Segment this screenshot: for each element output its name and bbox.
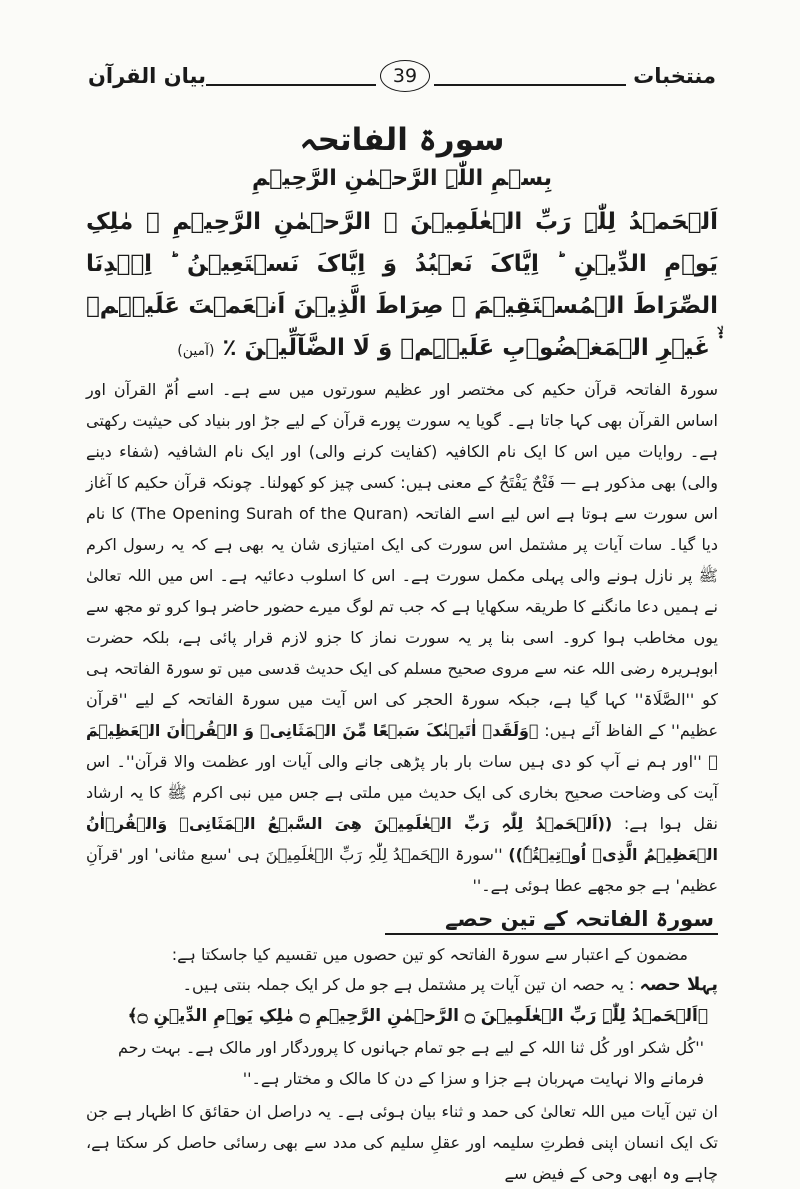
part-one-label: پہلا حصہ	[639, 974, 718, 995]
section-heading: سورۃ الفاتحہ کے تین حصے	[385, 907, 718, 935]
part-one-translation: ''کُل شکر اور کُل ثنا اللہ کے لیے ہے جو تمام جہانوں کا پروردگار اور مالک ہے۔ بہت رحم فرمانے والا نہایت مہربان ہے جزا و سزا کے دن کا مالک و مختار ہے۔''	[117, 1038, 704, 1088]
intro-part2: کا نام دیا گیا۔ سات آیات پر مشتمل اس سورت کی ایک امتیازی شان یہ بھی ہے کہ یہ رسول اکرم ﷺ پر نازل ہونے والی پہلی مکمل سورت ہے۔ اس کا اسلوب دعائیہ ہے۔ اس میں اللہ تعالیٰ نے ہمیں دعا مانگنے کا طریقہ سکھایا ہے کہ جب تم لوگ میرے حضور حاضر ہوا کرو تو مجھ سے یوں مخاطب ہوا کرو۔ اسی بنا پر یہ سورت نماز کا جزو لازم قرار پائی ہے، بلکہ حضرت ابوہریرہ رضی اللہ عنہ سے مروی صحیح مسلم کی ایک حدیث قدسی میں تو سورۃ الفاتحہ ہی کو ''الصَّلَاۃ'' کہا گیا ہے، جبکہ سورۃ الحجر کی اس آیت میں سورۃ الفاتحہ کے لیے ''قرآن عظیم'' کے الفاظ آئے ہیں:	[86, 504, 718, 740]
page-header	[88, 58, 716, 96]
page-body	[86, 110, 718, 1189]
surah-title: سورۃ الفاتحہ	[299, 122, 505, 158]
part-one	[86, 970, 718, 1000]
part-one-text: : یہ حصہ ان تین آیات پر مشتمل ہے جو مل کر ایک جملہ بنتی ہیں۔	[182, 975, 635, 994]
amin-note: (آمین)	[177, 343, 215, 359]
intro-paragraph	[86, 374, 718, 901]
basmala: بِسۡمِ اللّٰہِ الرَّحۡمٰنِ الرَّحِیۡمِ	[252, 166, 552, 191]
header-rule-right	[434, 84, 626, 86]
english-name: (The Opening Surah of the Quran)	[130, 504, 409, 523]
intro-part1: سورۃ الفاتحہ قرآن حکیم کی مختصر اور عظیم سورتوں میں سے ہے۔ اسے اُمّ القرآن اور اساس القرآن بھی کہا جاتا ہے۔ گویا یہ سورت پورے قرآن کے لیے جڑ اور بنیاد کی حیثیت رکھتی ہے۔ روایات میں اس کا ایک نام الکافیہ (کفایت کرنے والی) اور ایک نام الشافیہ (شفاء دینے والی) بھی مذکور ہے — فَتْحٌ یَفْتَحُ کے معنی ہیں: کسی چیز کو کھولنا۔ چونکہ قرآن حکیم کا آغاز اس سورت سے ہوتا ہے اس لیے اسے الفاتحہ	[86, 380, 718, 523]
intro-part4: ''سورۃ الۡحَمۡدُ لِلّٰہِ رَبِّ الۡعٰلَمِیۡنَ ہی 'سبع مثانی' اور 'قرآنِ عظیم' ہے جو مجھے عطا ہوئی ہے۔''	[86, 845, 718, 895]
header-rule-left	[206, 84, 376, 86]
page-number: 39	[380, 60, 430, 92]
verses-text: اَلۡحَمۡدُ لِلّٰہِ رَبِّ الۡعٰلَمِیۡنَ ۙ الرَّحۡمٰنِ الرَّحِیۡمِ ۙ مٰلِکِ یَوۡمِ الدِّیۡنِ ؕ اِیَّاکَ نَعۡبُدُ وَ اِیَّاکَ نَسۡتَعِیۡنُ ؕ اِہۡدِنَا الصِّرَاطَ الۡمُسۡتَقِیۡمَ ۙ صِرَاطَ الَّذِیۡنَ اَنۡعَمۡتَ عَلَیۡہِمۡ ۬ۙ غَیۡرِ الۡمَغۡضُوۡبِ عَلَیۡہِمۡ وَ لَا الضَّآلِّیۡنَ ٪	[86, 209, 718, 361]
quran-quote: ﴿وَلَقَدۡ اٰتَیۡنٰکَ سَبۡعًا مِّنَ الۡمَثَانِیۡ وَ الۡقُرۡاٰنَ الۡعَظِیۡمَ ﴾	[86, 721, 719, 771]
hadith-quote: ((اَلۡحَمۡدُ لِلّٰہِ رَبِّ الۡعٰلَمِیۡنَ ھِیَ السَّبۡعُ الۡمَثَانِیۡ وَالۡقُرۡاٰنُ الۡعَظِیۡمُ الَّذِیۡ اُوۡتِیۡتُہٗ))	[86, 814, 718, 864]
part-one-verse: ﴿اَلۡحَمۡدُ لِلّٰہِ رَبِّ الۡعٰلَمِیۡنَ ۝ الرَّحۡمٰنِ الرَّحِیۡمِ ۝ مٰلِکِ یَوۡمِ الدِّیۡنِ ۝﴾	[127, 1006, 708, 1026]
section-title: منتخبات	[633, 64, 716, 88]
intro-part3: ''اور ہم نے آپ کو دی ہیں سات بار بار پڑھی جانے والی آیات اور عظمت والا قرآن''۔ اس آیت کی وضاحت صحیح بخاری کی ایک حدیث میں ملتی ہے جس میں نبی اکرم ﷺ کا یہ ارشاد نقل ہوا ہے:	[86, 752, 718, 833]
book-title: بیان القرآن	[88, 64, 206, 88]
closing-paragraph: ان تین آیات میں اللہ تعالیٰ کی حمد و ثناء بیان ہوئی ہے۔ یہ دراصل ان حقائق کا اظہار ہے جن تک ایک انسان اپنی فطرتِ سلیمہ اور عقلِ سلیم کی مدد سے بھی رسائی حاصل کر سکتا ہے، چاہے وہ ابھی وحی کے فیض سے	[86, 1102, 718, 1183]
section-intro: مضمون کے اعتبار سے سورۃ الفاتحہ کو تین حصوں میں تقسیم کیا جاسکتا ہے:	[171, 945, 688, 964]
surah-verses	[86, 201, 718, 372]
